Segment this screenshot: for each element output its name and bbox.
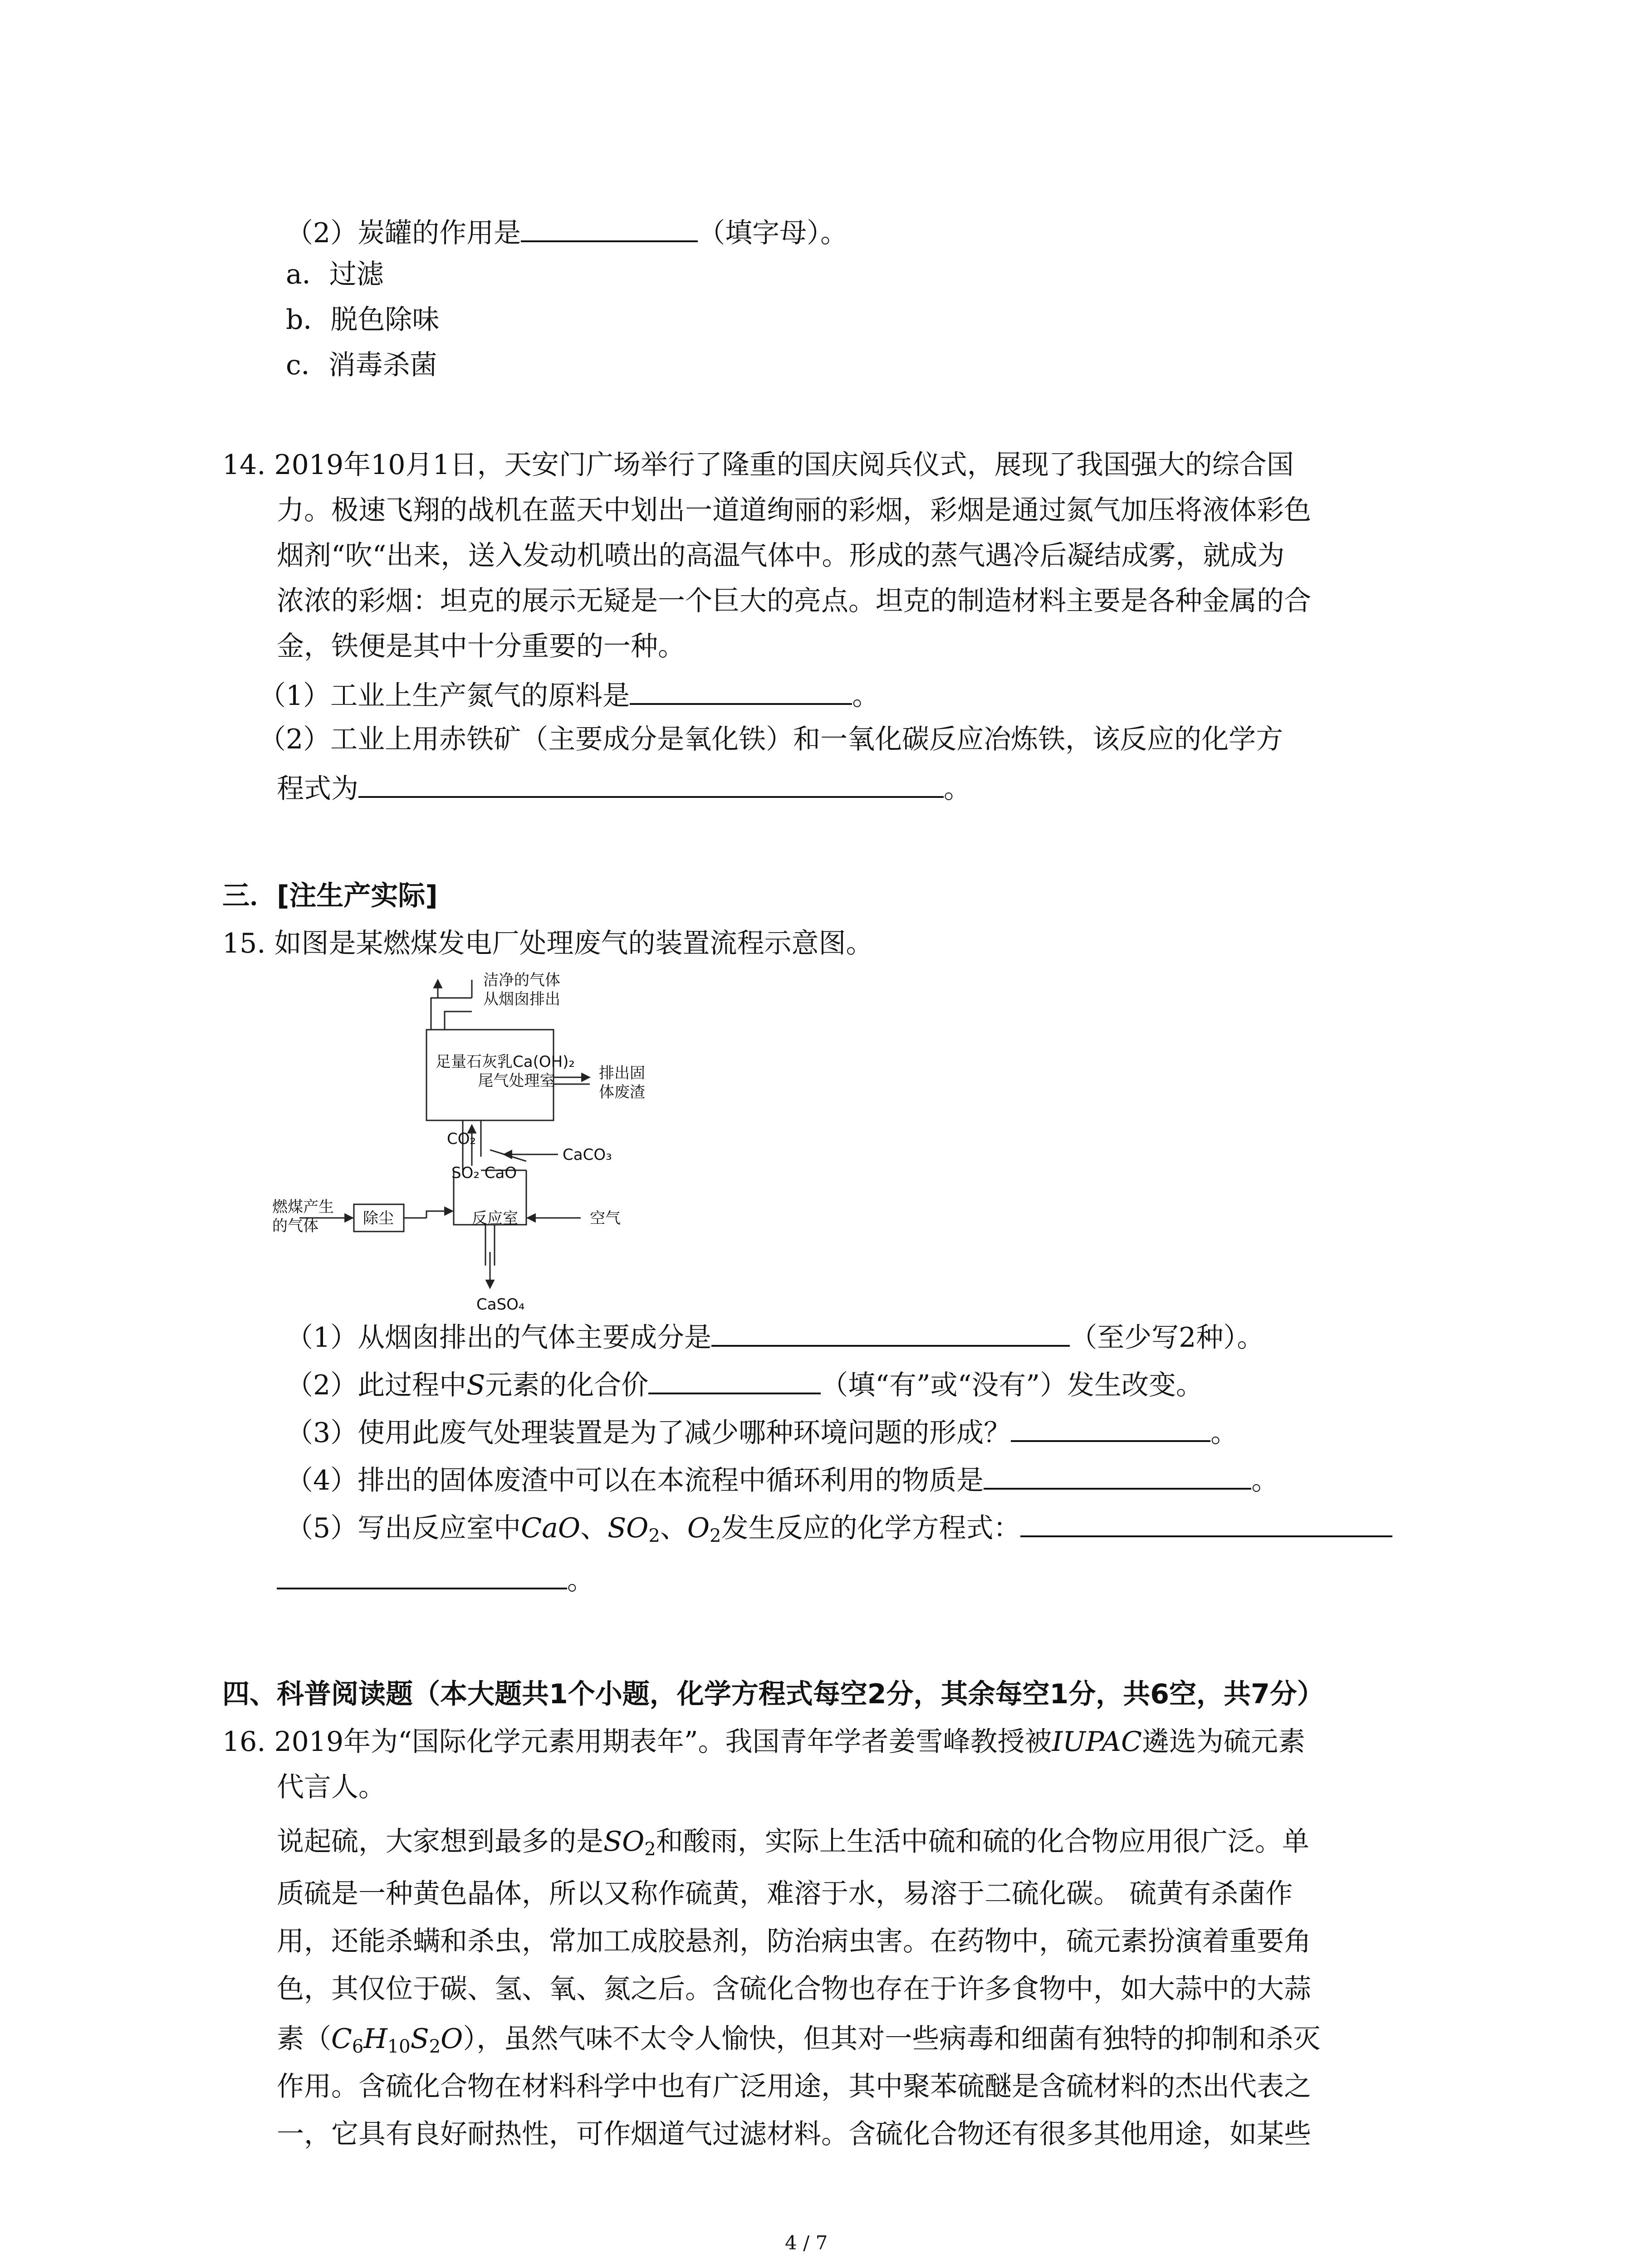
label-dust-removal: 除尘 xyxy=(363,1209,394,1227)
reading-line-2: 质硫是一种黄色晶体，所以又称作硫黄，难溶于水，易溶于二硫化碳。 硫黄有杀菌作 xyxy=(277,1878,1293,1910)
label-co2: CO₂ xyxy=(447,1130,476,1148)
answer-blank[interactable] xyxy=(1011,1413,1210,1442)
q15-stem: 15. 如图是某燃煤发电厂处理废气的装置流程示意图。 xyxy=(222,928,873,959)
q13-option-c: c．消毒杀菌 xyxy=(286,349,437,381)
answer-blank[interactable] xyxy=(630,676,852,705)
q14-line-4: 浓浓的彩烟：坦克的展示无疑是一个巨大的亮点。坦克的制造材料主要是各种金属的合 xyxy=(277,585,1311,617)
q15-part5: （5）写出反应室中CaO、$SO_2$、$O_2$发生反应的化学方程式： xyxy=(286,1508,1392,1554)
q13-option-a: a．过滤 xyxy=(286,259,384,290)
q13-option-b: b．脱色除味 xyxy=(286,304,440,336)
section-4-title: 四、科普阅读题（本大题共1个小题，化学方程式每空2分，其余每空1分，共6空，共7分） xyxy=(222,1678,1324,1710)
q15-part5-cont: 。 xyxy=(277,1560,594,1598)
label-so2-cao: SO₂ CaO xyxy=(451,1164,517,1182)
answer-blank[interactable] xyxy=(1020,1508,1392,1537)
answer-blank[interactable] xyxy=(984,1461,1251,1490)
answer-blank[interactable] xyxy=(711,1318,1070,1347)
reading-line-3: 用，还能杀螨和杀虫，常加工成胶悬剂，防治病虫害。在药物中，硫元素扮演着重要角 xyxy=(277,1926,1311,1957)
flow-diagram xyxy=(272,971,726,1325)
label-clean-gas: 洁净的气体 从烟囱排出 xyxy=(483,971,560,1008)
q14-part2-cont: 程式为 。 xyxy=(277,769,971,807)
q13-part2: （2）炭罐的作用是 （填字母）。 xyxy=(286,213,847,251)
q14-line-3: 烟剂“吹“出来，送入发动机喷出的高温气体中。形成的蒸气遇冷后凝结成雾，就成为 xyxy=(277,540,1285,572)
q14-line-5: 金，铁便是其中十分重要的一种。 xyxy=(277,631,685,662)
q16-line-1: 16. 2019年为“国际化学元素用期表年”。我国青年学者姜雪峰教授被IUPAC遴选为硫元素 xyxy=(222,1726,1305,1758)
q14-part1: （1）工业上生产氮气的原料是 。 xyxy=(259,676,879,714)
answer-blank[interactable] xyxy=(358,769,944,798)
reading-line-6: 作用。含硫化合物在材料科学中也有广泛用途，其中聚苯硫醚是含硫材料的杰出代表之 xyxy=(277,2071,1311,2102)
label-reactor: 反应室 xyxy=(472,1209,518,1227)
reading-line-7: 一，它具有良好耐热性，可作烟道气过滤材料。含硫化合物还有很多其他用途，如某些 xyxy=(277,2118,1311,2150)
q14-line-1: 14. 2019年10月1日，天安门广场举行了隆重的国庆阅兵仪式，展现了我国强大的综合国 xyxy=(222,449,1294,481)
q16-line-2: 代言人。 xyxy=(277,1771,386,1803)
label-coal-gas: 燃煤产生 的气体 xyxy=(272,1198,334,1235)
reading-line-1: 说起硫，大家想到最多的是$SO_2$和酸雨，实际上生活中硫和硫的化合物应用很广泛。单 xyxy=(277,1826,1309,1860)
q14-part2: （2）工业上用赤铁矿（主要成分是氧化铁）和一氧化碳反应冶炼铁，该反应的化学方 xyxy=(259,723,1283,755)
reading-line-5: 素$(C_6H_{10}S_2O)$，虽然气味不太令人愉快，但其对一些病毒和细菌有独特的抑制和杀灭 xyxy=(277,2023,1321,2057)
answer-blank[interactable] xyxy=(648,1365,821,1394)
label-caso4: CaSO₄ xyxy=(476,1295,525,1314)
q15-part1: （1）从烟囱排出的气体主要成分是 （至少写2种）。 xyxy=(286,1318,1264,1356)
page-number: 4 / 7 xyxy=(785,2232,828,2254)
label-treatment-chamber: 足量石灰乳Ca(OH)₂ 尾气处理室 xyxy=(436,1053,575,1090)
q15-part2: （2）此过程中S元素的化合价 （填“有”或“没有”）发生改变。 xyxy=(286,1365,1203,1403)
q15-part3: （3）使用此废气处理装置是为了减少哪种环境问题的形成？ 。 xyxy=(286,1413,1238,1451)
q14-line-2: 力。极速飞翔的战机在蓝天中划出一道道绚丽的彩烟，彩烟是通过氮气加压将液体彩色 xyxy=(277,494,1311,526)
answer-blank[interactable] xyxy=(521,213,698,242)
flow-diagram-lines xyxy=(272,971,726,1325)
q15-part4: （4）排出的固体废渣中可以在本流程中循环利用的物质是 。 xyxy=(286,1461,1279,1499)
reading-line-4: 色，其仅位于碳、氢、氧、氮之后。含硫化合物也存在于许多食物中，如大蒜中的大蒜 xyxy=(277,1973,1311,2005)
label-solid-waste: 排出固 体废渣 xyxy=(599,1064,645,1101)
section-3-title: 三．[注生产实际] xyxy=(222,880,438,912)
label-air: 空气 xyxy=(590,1209,621,1227)
label-caco3: CaCO₃ xyxy=(563,1146,612,1164)
answer-blank[interactable] xyxy=(277,1560,567,1589)
